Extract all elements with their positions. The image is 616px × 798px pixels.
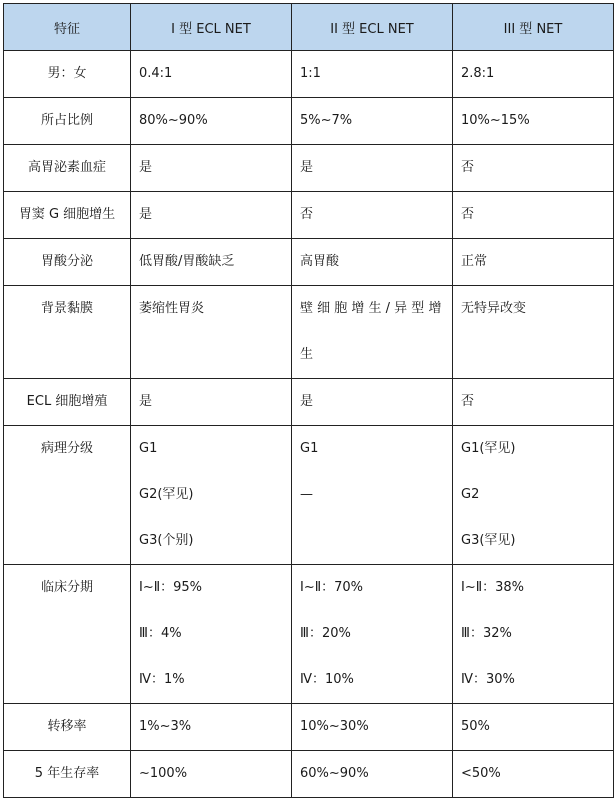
cell-line: 正常 [461, 254, 488, 269]
value-cell-type-1 [131, 239, 292, 286]
value-cell-type-2 [292, 192, 453, 239]
cell-line: 是 [139, 160, 153, 175]
cell-line: <50% [461, 766, 501, 781]
cell-line: Ⅰ~Ⅱ：38% [461, 580, 525, 595]
cell-line: 80%~90% [139, 113, 208, 128]
table-row [4, 239, 614, 286]
value-cell-type-2 [292, 704, 453, 751]
value-cell-type-3 [453, 145, 614, 192]
cell-line: 1:1 [300, 66, 321, 81]
cell-line: G2 [461, 487, 480, 502]
table-row [4, 98, 614, 145]
feature-label: 转移率 [47, 719, 87, 734]
value-cell-type-3 [453, 565, 614, 704]
cell-line: 否 [461, 160, 475, 175]
cell-line: 60%~90% [300, 766, 369, 781]
cell-line: 是 [300, 394, 314, 409]
value-cell-type-2 [292, 426, 453, 565]
feature-cell [4, 51, 131, 98]
table-row [4, 379, 614, 426]
feature-label: 病理分级 [40, 441, 93, 456]
table-row [4, 751, 614, 798]
cell-line: G1(罕见) [461, 441, 516, 456]
cell-line: ~100% [139, 766, 188, 781]
value-cell-type-2 [292, 145, 453, 192]
value-cell-type-1 [131, 51, 292, 98]
value-cell-type-3 [453, 704, 614, 751]
feature-cell [4, 751, 131, 798]
table-row [4, 286, 614, 379]
cell-line: 壁 细 胞 增 生 / 异 型 增 [300, 301, 442, 316]
value-cell-type-3 [453, 239, 614, 286]
cell-line: Ⅳ：10% [300, 672, 354, 687]
cell-line: 10%~30% [300, 719, 369, 734]
value-cell-type-2 [292, 51, 453, 98]
header-row [4, 4, 614, 51]
table-row [4, 565, 614, 704]
feature-label: 背景黏膜 [40, 301, 93, 316]
table-row [4, 51, 614, 98]
cell-line: 低胃酸/胃酸缺乏 [139, 254, 235, 269]
cell-line: G1 [139, 441, 158, 456]
cell-line: 生 [300, 347, 314, 362]
value-cell-type-2 [292, 239, 453, 286]
value-cell-type-2 [292, 379, 453, 426]
value-cell-type-2 [292, 98, 453, 145]
cell-line: Ⅳ：1% [139, 672, 185, 687]
cell-line: Ⅰ~Ⅱ：70% [300, 580, 364, 595]
value-cell-type-2 [292, 751, 453, 798]
feature-cell [4, 145, 131, 192]
cell-line: Ⅳ：30% [461, 672, 515, 687]
value-cell-type-1 [131, 286, 292, 379]
cell-line: 5%~7% [300, 113, 353, 128]
value-cell-type-3 [453, 286, 614, 379]
feature-label: 5 年生存率 [34, 766, 100, 781]
table-body [4, 51, 614, 798]
feature-label: 胃酸分泌 [40, 254, 93, 269]
feature-cell [4, 192, 131, 239]
feature-label: 高胃泌素血症 [27, 160, 106, 175]
value-cell-type-2 [292, 565, 453, 704]
cell-line: G3(个别) [139, 533, 194, 548]
cell-line: 0.4:1 [139, 66, 173, 81]
value-cell-type-1 [131, 704, 292, 751]
header-feature: 特征 [4, 4, 131, 51]
table-row [4, 192, 614, 239]
value-cell-type-3 [453, 379, 614, 426]
table-row [4, 145, 614, 192]
value-cell-type-1 [131, 98, 292, 145]
cell-line: Ⅲ：20% [300, 626, 351, 641]
feature-cell [4, 98, 131, 145]
value-cell-type-3 [453, 98, 614, 145]
cell-line: 1%~3% [139, 719, 192, 734]
feature-label: 胃窦 G 细胞增生 [18, 207, 116, 222]
header-type-3: III 型 NET [453, 4, 614, 51]
feature-label: ECL 细胞增殖 [26, 394, 108, 409]
feature-label: 男：女 [47, 66, 87, 81]
cell-line: Ⅲ：32% [461, 626, 512, 641]
value-cell-type-1 [131, 751, 292, 798]
feature-cell [4, 565, 131, 704]
cell-line: 否 [461, 207, 475, 222]
feature-cell [4, 239, 131, 286]
cell-line: 是 [300, 160, 314, 175]
value-cell-type-3 [453, 426, 614, 565]
cell-line: 10%~15% [461, 113, 530, 128]
cell-line: 是 [139, 394, 153, 409]
feature-cell [4, 379, 131, 426]
cell-line: 否 [300, 207, 314, 222]
comparison-table [3, 3, 614, 798]
header-type-1: I 型 ECL NET [131, 4, 292, 51]
feature-cell [4, 286, 131, 379]
feature-label: 临床分期 [40, 580, 93, 595]
value-cell-type-3 [453, 751, 614, 798]
cell-line: Ⅲ：4% [139, 626, 182, 641]
value-cell-type-1 [131, 145, 292, 192]
cell-line: Ⅰ~Ⅱ：95% [139, 580, 203, 595]
table-row [4, 704, 614, 751]
table-row [4, 426, 614, 565]
value-cell-type-1 [131, 426, 292, 565]
cell-line: 否 [461, 394, 475, 409]
value-cell-type-3 [453, 192, 614, 239]
header-type-2: II 型 ECL NET [292, 4, 453, 51]
value-cell-type-2 [292, 286, 453, 379]
cell-line: 无特异改变 [461, 301, 527, 316]
cell-line: G3(罕见) [461, 533, 516, 548]
cell-line: — [300, 487, 313, 502]
cell-line: G2(罕见) [139, 487, 194, 502]
value-cell-type-3 [453, 51, 614, 98]
value-cell-type-1 [131, 379, 292, 426]
cell-line: 是 [139, 207, 153, 222]
cell-line: 高胃酸 [300, 254, 340, 269]
cell-line: G1 [300, 441, 319, 456]
feature-cell [4, 426, 131, 565]
cell-line: 萎缩性胃炎 [139, 301, 205, 316]
feature-label: 所占比例 [40, 113, 93, 128]
value-cell-type-1 [131, 565, 292, 704]
feature-cell [4, 704, 131, 751]
value-cell-type-1 [131, 192, 292, 239]
cell-line: 50% [461, 719, 490, 734]
cell-line: 2.8:1 [461, 66, 495, 81]
